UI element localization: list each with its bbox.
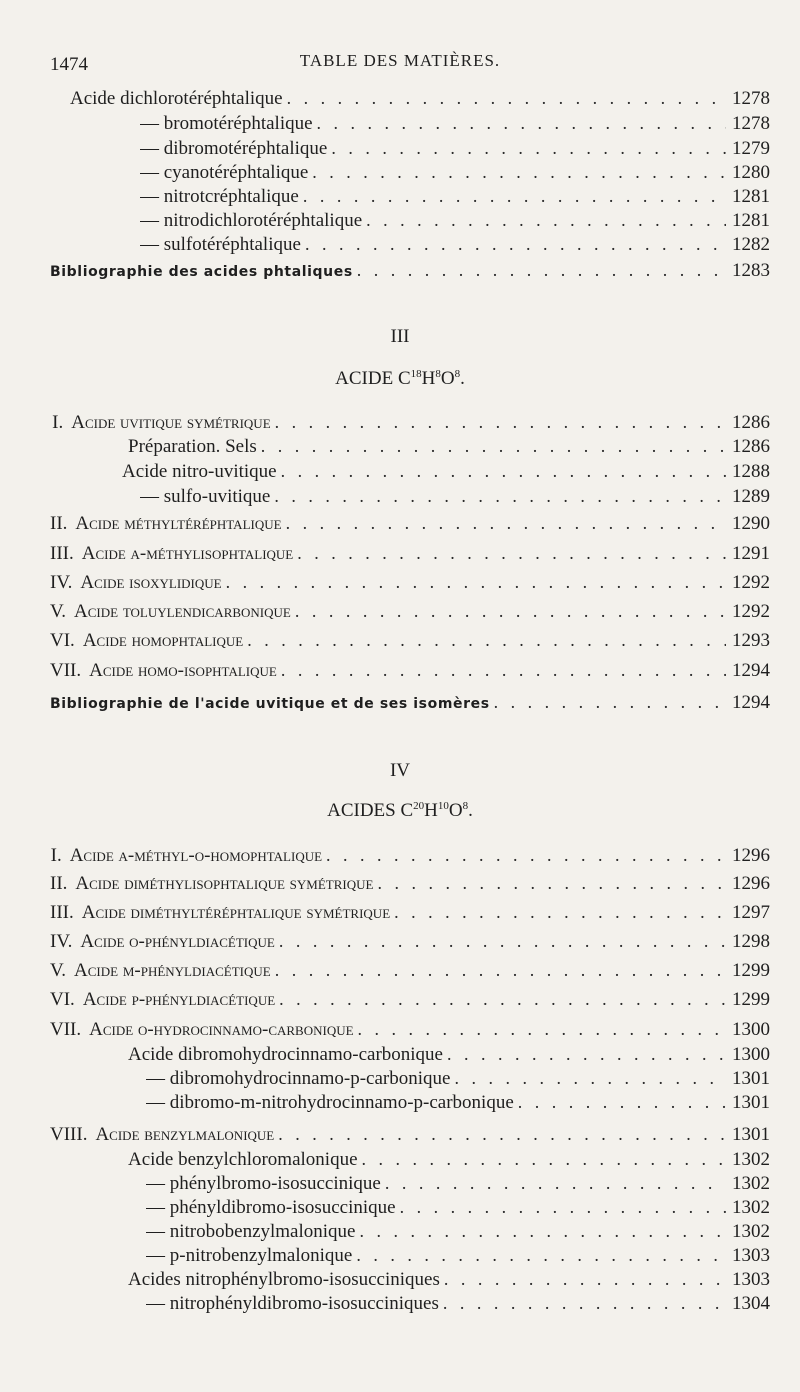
toc-entry [50,572,770,596]
section-numeral: III [390,326,410,347]
entry-page: 1288 [732,461,770,482]
leader-dots [327,138,726,159]
section-title [0,368,800,390]
entry-page: 1304 [732,1293,770,1314]
toc-entry [50,630,770,654]
entry-number: V. [50,960,67,981]
entry-page: 1299 [732,989,770,1010]
leader-dots [271,960,726,981]
entry-page: 1303 [732,1269,770,1290]
formula-index: 20 [413,800,425,812]
formula-suffix: . [468,800,473,821]
toc-entry [50,1019,770,1043]
toc-entry [146,1092,770,1116]
entry-label: — nitrotcréphtalique [140,186,299,207]
entry-number: V. [50,601,67,622]
entry-page: 1303 [732,1245,770,1266]
entry-label: — nitrobobenzylmalonique [146,1221,356,1242]
entry-label: Acide dibromohydrocinnamo-carbonique [128,1044,443,1065]
leader-dots [299,186,726,207]
leader-dots [381,1173,726,1194]
entry-label: Acide benzylmalonique [95,1124,275,1145]
toc-entry [50,513,770,537]
page-header [0,42,800,82]
entry-label: — nitrophényldibromo-isosucciniques [146,1293,439,1314]
toc-entry [50,931,770,955]
leader-dots [490,692,726,713]
entry-number: VII. [50,1019,82,1040]
leader-dots [282,513,726,534]
toc-entry [50,412,770,436]
entry-page: 1299 [732,960,770,981]
entry-label: Acide homophtalique [82,630,244,651]
entry-label: Acide α-méthyl-o-homophtalique [69,845,323,866]
entry-number: III. [50,543,74,564]
leader-dots [277,660,726,681]
leader-dots [440,1269,726,1290]
toc-entry [146,1068,770,1092]
entry-label: Acide α-méthylisophtalique [81,543,294,564]
toc-entry [146,1245,770,1269]
formula-element: O [448,800,463,821]
toc-entry [50,845,770,869]
toc-entry [146,1173,770,1197]
entry-page: 1286 [732,412,770,433]
entry-page: 1286 [732,436,770,457]
running-title: TABLE DES MATIÈRES. [299,51,501,70]
entry-label: — dibromo-m-nitrohydrocinnamo-p-carbonique [146,1092,514,1113]
formula-prefix: ACIDE C [335,368,411,389]
toc-entry [140,113,770,137]
toc-entry [50,902,770,926]
entry-page: 1278 [732,88,770,109]
entry-page: 1279 [732,138,770,159]
leader-dots [277,461,726,482]
entry-page: 1281 [732,186,770,207]
entry-number: III. [50,902,74,923]
entry-page: 1294 [732,692,770,713]
toc-entry [128,1149,770,1173]
entry-label: — dibromohydrocinnamo-p-carbonique [146,1068,451,1089]
toc-entry [128,1044,770,1068]
entry-page: 1292 [732,572,770,593]
entry-number: IV. [50,572,73,593]
leader-dots [355,1221,726,1242]
leader-dots [353,260,726,281]
toc-entry [128,436,770,460]
entry-number: I. [52,412,64,433]
entry-page: 1296 [732,873,770,894]
entry-label: Acide toluylendicarbonique [74,601,291,622]
entry-label: Acide o-hydrocinnamo-carbonique [89,1019,354,1040]
entry-number: VII. [50,660,82,681]
entry-label: Bibliographie de l'acide uvitique et de ses isomères [50,696,490,712]
entry-page: 1298 [732,931,770,952]
entry-label: Acide diméthyltéréphtalique symétrique [81,902,391,923]
section-title [0,800,800,822]
toc-entry [140,234,770,258]
entry-number: II. [50,873,68,894]
bibliography-entry [50,260,770,284]
leader-dots [396,1197,726,1218]
formula-index: 18 [410,368,422,380]
leader-dots [301,234,726,255]
entry-page: 1283 [732,260,770,281]
entry-label: Acide o-phényldiacétique [80,931,275,952]
toc-entry [128,1269,770,1293]
entry-label: Acide isoxylidique [80,572,222,593]
leader-dots [222,572,726,593]
toc-entry [50,960,770,984]
entry-label: — phényldibromo-isosuccinique [146,1197,396,1218]
leader-dots [439,1293,726,1314]
toc-entry [140,210,770,234]
entry-label: Acide uvitique symétrique [71,412,271,433]
formula-index: 10 [437,800,449,812]
leader-dots [443,1044,726,1065]
entry-page: 1293 [732,630,770,651]
leader-dots [514,1092,726,1113]
toc-entry [50,989,770,1013]
entry-number: VIII. [50,1124,88,1145]
entry-page: 1302 [732,1149,770,1170]
entry-number: VI. [50,989,75,1010]
formula-element: O [440,368,455,389]
leader-dots [362,210,726,231]
formula-element: H [421,368,436,389]
toc-entry [146,1293,770,1317]
entry-page: 1302 [732,1221,770,1242]
formula-suffix: . [460,368,465,389]
entry-page: 1289 [732,486,770,507]
toc-entry [50,601,770,625]
entry-label: Acide dichlorotéréphtalique [70,88,283,109]
entry-page: 1300 [732,1019,770,1040]
entry-page: 1302 [732,1197,770,1218]
toc-entry [146,1197,770,1221]
leader-dots [283,88,726,109]
entry-page: 1297 [732,902,770,923]
entry-label: Acide nitro-uvitique [122,461,277,482]
entry-page: 1278 [732,113,770,134]
entry-page: 1301 [732,1124,770,1145]
leader-dots [275,931,726,952]
entry-number: IV. [50,931,73,952]
entry-page: 1300 [732,1044,770,1065]
entry-number: I. [50,845,62,866]
formula-index: 8 [454,368,461,380]
leader-dots [308,162,726,183]
toc-entry [70,88,770,112]
entry-page: 1280 [732,162,770,183]
bibliography-entry [50,692,770,716]
formula-index: 8 [462,800,469,812]
section-numeral: IV [389,760,411,781]
entry-page: 1292 [732,601,770,622]
toc-entry [140,138,770,162]
entry-page: 1290 [732,513,770,534]
toc-entry [50,1124,770,1148]
formula-index: 8 [435,368,441,380]
formula-prefix: ACIDES C [327,800,414,821]
entry-page: 1281 [732,210,770,231]
entry-label: — sulfo-uvitique [140,486,271,507]
entry-page: 1296 [732,845,770,866]
entry-page: 1301 [732,1092,770,1113]
leader-dots [274,1124,726,1145]
leader-dots [313,113,726,134]
entry-label: Acide p-phényldiacétique [82,989,276,1010]
toc-entry [122,461,770,485]
entry-page: 1294 [732,660,770,681]
entry-label: — sulfotéréphtalique [140,234,301,255]
entry-number: VI. [50,630,75,651]
entry-page: 1291 [732,543,770,564]
leader-dots [243,630,726,651]
entry-label: Acides nitrophénylbromo-isosucciniques [128,1269,440,1290]
leader-dots [270,486,726,507]
entry-label: Acide diméthylisophtalique symétrique [75,873,374,894]
leader-dots [257,436,726,457]
leader-dots [390,902,726,923]
entry-label: — p-nitrobenzylmalonique [146,1245,353,1266]
leader-dots [275,989,726,1010]
entry-number: II. [50,513,68,534]
entry-label: Préparation. Sels [128,436,257,457]
entry-page: 1282 [732,234,770,255]
entry-label: Acide m-phényldiacétique [74,960,271,981]
toc-entry [50,543,770,567]
leader-dots [291,601,726,622]
entry-label: — phénylbromo-isosuccinique [146,1173,381,1194]
entry-label: — cyanotéréphtalique [140,162,309,183]
entry-label: — bromotéréphtalique [140,113,313,134]
leader-dots [352,1245,726,1266]
leader-dots [271,412,726,433]
entry-label: — nitrodichlorotéréphtalique [140,210,363,231]
page-number: 1474 [50,54,88,75]
toc-entry [140,486,770,510]
toc-entry [146,1221,770,1245]
leader-dots [322,845,726,866]
formula-element: H [424,800,438,821]
entry-page: 1302 [732,1173,770,1194]
toc-entry [50,873,770,897]
leader-dots [373,873,726,894]
entry-page: 1301 [732,1068,770,1089]
toc-entry [50,660,770,684]
leader-dots [354,1019,726,1040]
leader-dots [293,543,726,564]
entry-label: — dibromotéréphtalique [140,138,328,159]
leader-dots [358,1149,726,1170]
entry-label: Acide homo-isophtalique [89,660,277,681]
toc-entry [140,162,770,186]
toc-entry [140,186,770,210]
entry-label: Acide méthyltéréphtalique [75,513,282,534]
entry-label: Bibliographie des acides phtaliques [50,264,353,280]
entry-label: Acide benzylchloromalonique [128,1149,358,1170]
leader-dots [450,1068,726,1089]
